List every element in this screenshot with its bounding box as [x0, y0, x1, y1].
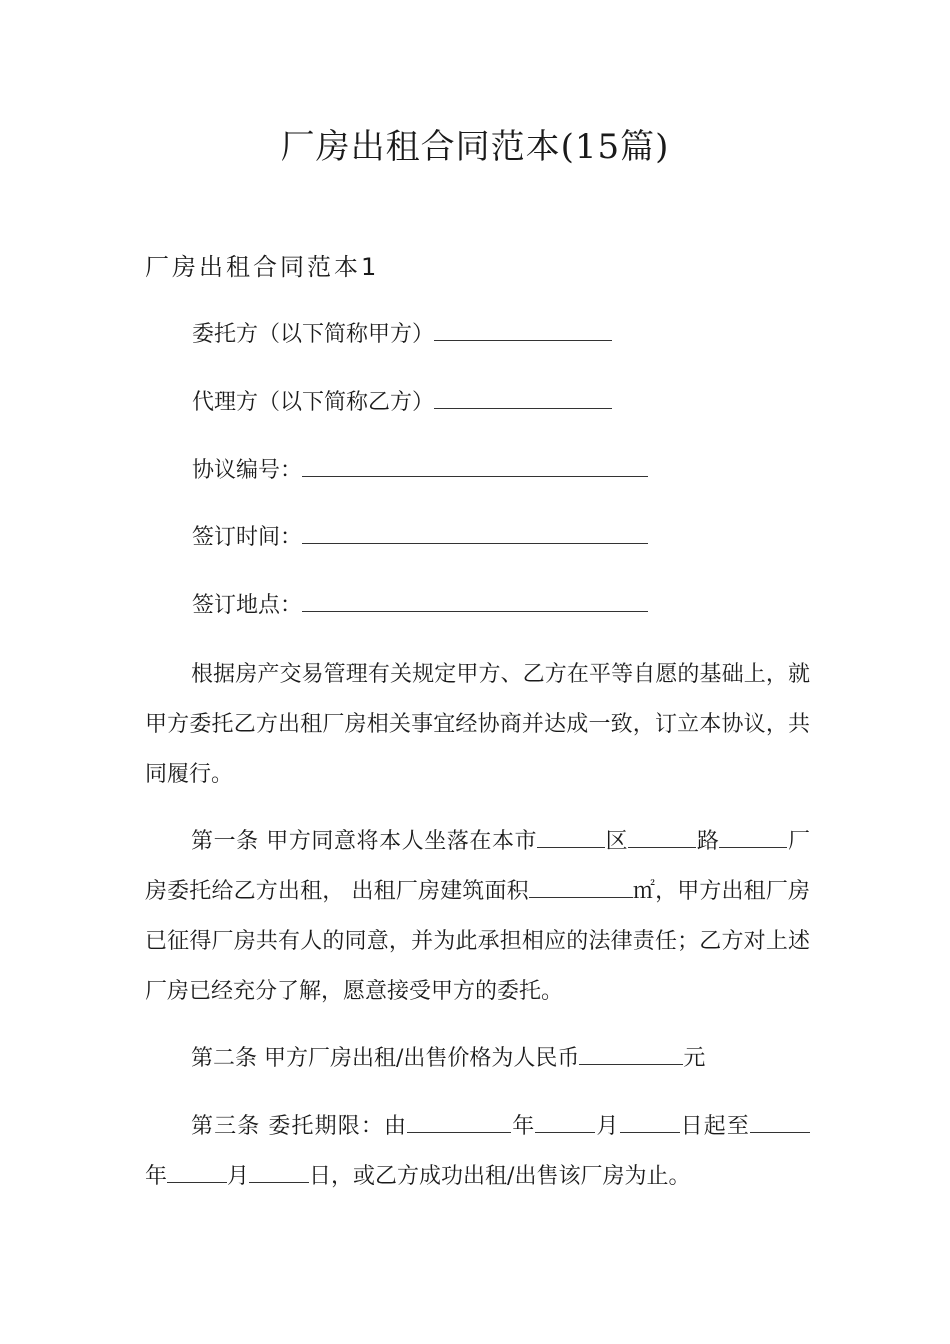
start-year-blank: [407, 1110, 511, 1133]
start-month-blank: [535, 1110, 595, 1133]
article-1-text-2: 区: [605, 829, 629, 854]
agent-blank: [434, 386, 612, 409]
agreement-number-field: [192, 454, 648, 487]
agreement-number-label: 协议编号：: [192, 458, 303, 483]
section-heading: 厂房出租合同范本1: [145, 253, 380, 281]
start-day-blank: [620, 1110, 680, 1133]
agreement-number-blank: [302, 454, 648, 477]
article-1-text-3: 路: [696, 829, 720, 854]
price-blank: [579, 1042, 683, 1065]
article-3-text-1: 第三条 委托期限：由: [191, 1114, 408, 1139]
article-1-text-1: 第一条 甲方同意将本人坐落在本市: [191, 829, 538, 854]
document-title: 厂房出租合同范本(15篇): [280, 127, 670, 167]
principal-field: [192, 318, 612, 351]
article-3-paragraph: [145, 1102, 810, 1202]
principal-label: 委托方（以下简称甲方）: [192, 322, 435, 347]
article-2-paragraph: [145, 1034, 810, 1084]
article-3-text-5: 年: [145, 1164, 168, 1189]
article-3-text-3: 月: [595, 1114, 620, 1139]
article-3-text-2: 年: [511, 1114, 536, 1139]
end-day-blank: [249, 1160, 309, 1183]
end-month-blank: [167, 1160, 227, 1183]
signing-place-blank: [302, 589, 648, 612]
article-1-text-4: 厂房委托给乙方出租， 出租厂房建筑面积: [145, 829, 810, 904]
article-3-text-4: 日起至: [679, 1114, 750, 1139]
number-blank: [719, 825, 787, 848]
article-3-text-6: 月: [227, 1164, 250, 1189]
area-blank: [529, 875, 633, 898]
agent-field: [192, 386, 612, 419]
article-1-text-5: ㎡，甲方出租厂房已征得厂房共有人的同意，并为此承担相应的法律责任；乙方对上述厂房已经充分了解，愿意接受甲方的委托。: [145, 879, 810, 1004]
agent-label: 代理方（以下简称乙方）: [192, 390, 435, 415]
article-1-paragraph: [145, 817, 810, 1017]
article-2-text-2: 元: [683, 1046, 706, 1071]
signing-time-field: [192, 521, 648, 554]
article-2-text-1: 第二条 甲方厂房出租/出售价格为人民币: [191, 1046, 580, 1071]
signing-time-label: 签订时间：: [192, 525, 303, 550]
preamble-paragraph: 根据房产交易管理有关规定甲方、乙方在平等自愿的基础上，就甲方委托乙方出租厂房相关事宜经协商并达成一致，订立本协议，共同履行。: [145, 662, 810, 787]
principal-blank: [434, 318, 612, 341]
signing-place-label: 签订地点：: [192, 593, 303, 618]
signing-time-blank: [302, 521, 648, 544]
road-blank: [628, 825, 696, 848]
article-3-text-7: 日，或乙方成功出租/出售该厂房为止。: [309, 1164, 691, 1189]
signing-place-field: [192, 589, 648, 622]
end-year-blank: [750, 1110, 810, 1133]
district-blank: [537, 825, 605, 848]
